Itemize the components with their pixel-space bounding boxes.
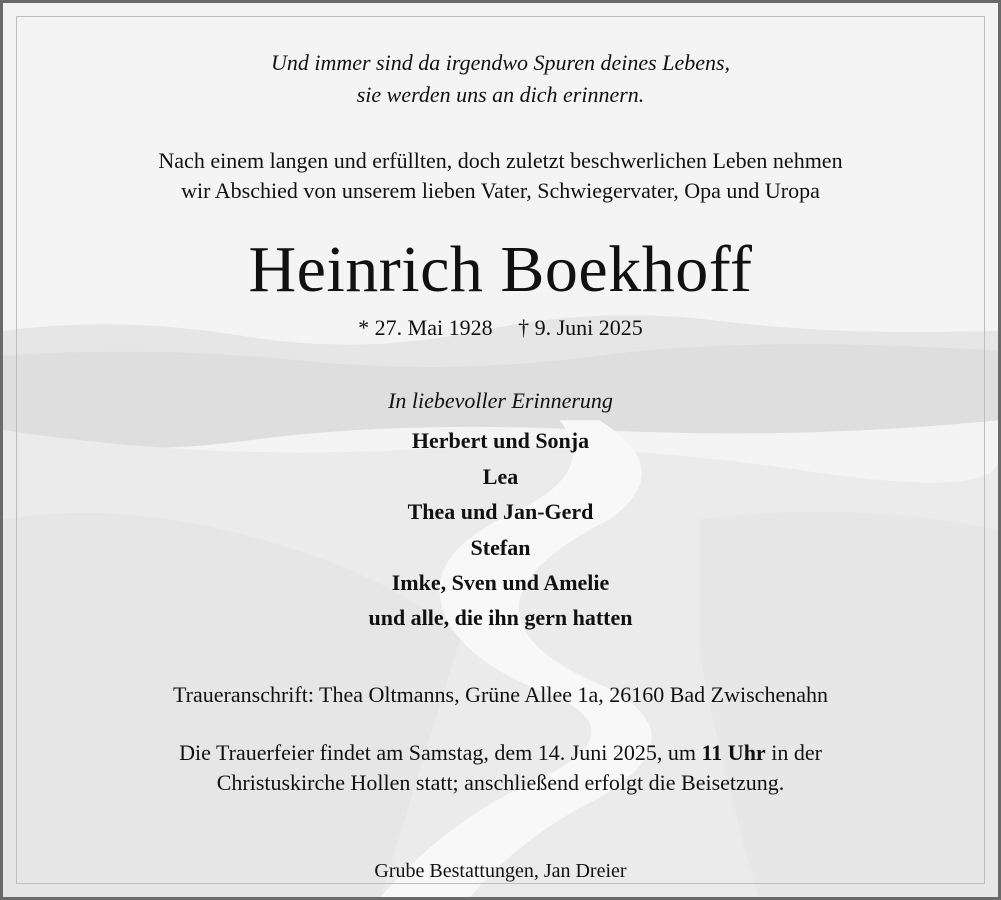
- service-time: 11 Uhr: [701, 740, 766, 765]
- birth-date: * 27. Mai 1928: [358, 315, 493, 340]
- service-line-1: [3, 738, 998, 768]
- service-text-end: in der: [765, 740, 822, 765]
- intro-line-1: Nach einem langen und erfüllten, doch zuletzt beschwerlichen Leben nehmen: [158, 148, 843, 173]
- mourner-line: und alle, die ihn gern hatten: [368, 605, 633, 630]
- mourner-line: Imke, Sven und Amelie: [391, 570, 610, 595]
- motto-line-2: sie werden uns an dich erinnern.: [356, 82, 645, 107]
- intro-line-2: wir Abschied von unserem lieben Vater, Schwiegervater, Opa und Uropa: [181, 178, 820, 203]
- notice-content: [3, 3, 998, 897]
- mourner-line: Thea und Jan-Gerd: [407, 499, 594, 524]
- memory-heading: In liebevoller Erinnerung: [388, 388, 613, 413]
- service-line-2: Christuskirche Hollen statt; anschließend erfolgt die Beisetzung.: [216, 770, 785, 795]
- motto-line-1: Und immer sind da irgendwo Spuren deines Lebens,: [270, 50, 731, 75]
- mourner-line: Stefan: [470, 535, 531, 560]
- mourning-address: Traueranschrift: Thea Oltmanns, Grüne Allee 1a, 26160 Bad Zwischenahn: [173, 682, 828, 707]
- undertaker: Grube Bestattungen, Jan Dreier: [374, 860, 627, 882]
- mourner-line: Lea: [482, 464, 519, 489]
- deceased-name: Heinrich Boekhoff: [248, 233, 753, 306]
- death-date: † 9. Juni 2025: [518, 315, 643, 340]
- life-dates: [3, 314, 998, 342]
- mourner-line: Herbert und Sonja: [411, 428, 590, 453]
- service-text-start: Die Trauerfeier findet am Samstag, dem 14. Juni 2025, um: [179, 740, 702, 765]
